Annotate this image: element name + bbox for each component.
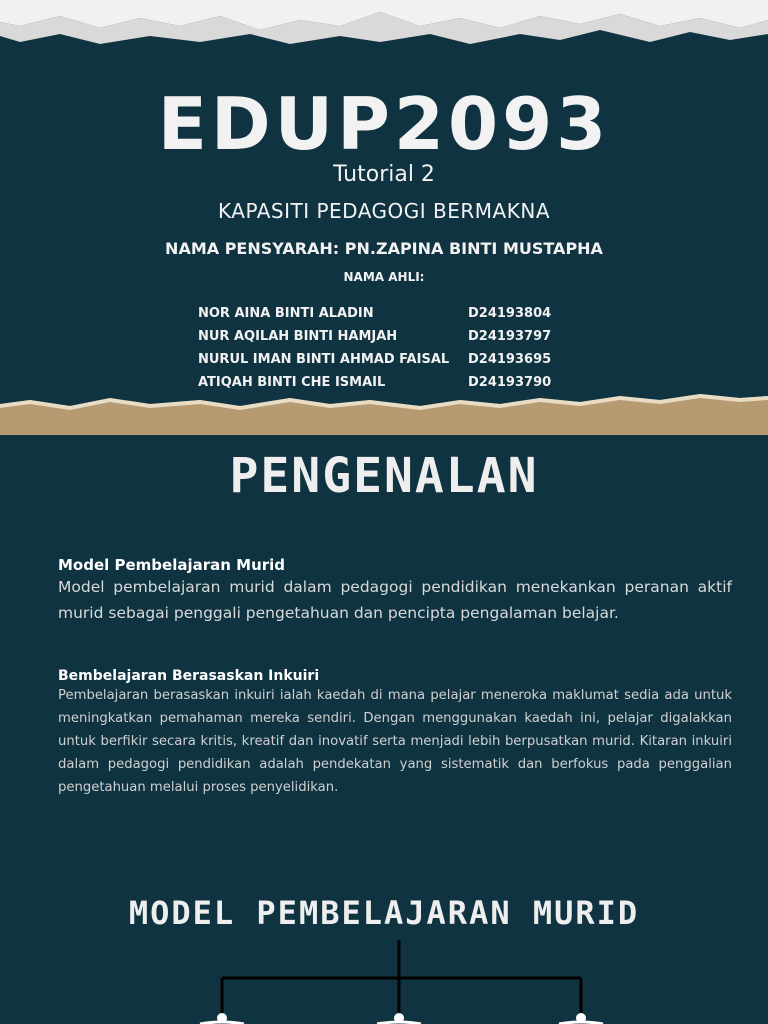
member-name: NURUL IMAN BINTI AHMAD FAISAL (198, 352, 450, 367)
member-row (198, 302, 578, 325)
torn-paper-top (0, 0, 768, 50)
title-block (0, 80, 768, 284)
course-code: EDUP2093 (157, 82, 611, 166)
member-row (198, 325, 578, 348)
tutorial-label: Tutorial 2 (333, 162, 435, 187)
hierarchy-connector (0, 938, 768, 1024)
member-id: D24193797 (468, 329, 552, 344)
members-label: NAMA AHLI: (343, 270, 425, 284)
model-heading: MODEL PEMBELAJARAN MURID (128, 894, 640, 932)
member-id: D24193695 (468, 352, 552, 367)
member-row (198, 348, 578, 371)
lecturer-name: NAMA PENSYARAH: PN.ZAPINA BINTI MUSTAPHA (165, 239, 603, 258)
members-list (198, 302, 578, 394)
section-heading: Bembelajaran Berasaskan Inkuiri (58, 668, 320, 684)
member-id: D24193804 (468, 306, 552, 321)
section-heading: Model Pembelajaran Murid (58, 556, 286, 574)
section-paragraph: Pembelajaran berasaskan inkuiri ialah kaedah di mana pelajar meneroka maklumat sedia ada untuk meningkatkan pemahaman mereka sendiri. Dengan menggunakan kaedah ini, pelajar digalakkan untuk berfikir secara kritis, kreatif dan inovatif serta menjadi lebih berpusatkan murid. Kitaran inkuiri dalam pedagogi pendidikan adalah pendekatan yang sistematik dan berfokus pada penggalian pengetahuan melalui proses penyelidikan. (58, 688, 732, 795)
member-name: NOR AINA BINTI ALADIN (198, 306, 374, 321)
subject-title: KAPASITI PEDAGOGI BERMAKNA (218, 199, 550, 223)
section-model-pembelajaran (58, 556, 732, 626)
intro-heading: PENGENALAN (229, 448, 539, 504)
member-name: ATIQAH BINTI CHE ISMAIL (198, 375, 386, 390)
member-id: D24193790 (468, 375, 552, 390)
section-paragraph: Model pembelajaran murid dalam pedagogi pendidikan menekankan peranan aktif murid sebagai penggali pengetahuan dan pencipta pengalaman belajar. (58, 578, 732, 622)
torn-paper-bottom (0, 390, 768, 435)
member-name: NUR AQILAH BINTI HAMJAH (198, 329, 398, 344)
section-inkuiri (58, 668, 732, 799)
